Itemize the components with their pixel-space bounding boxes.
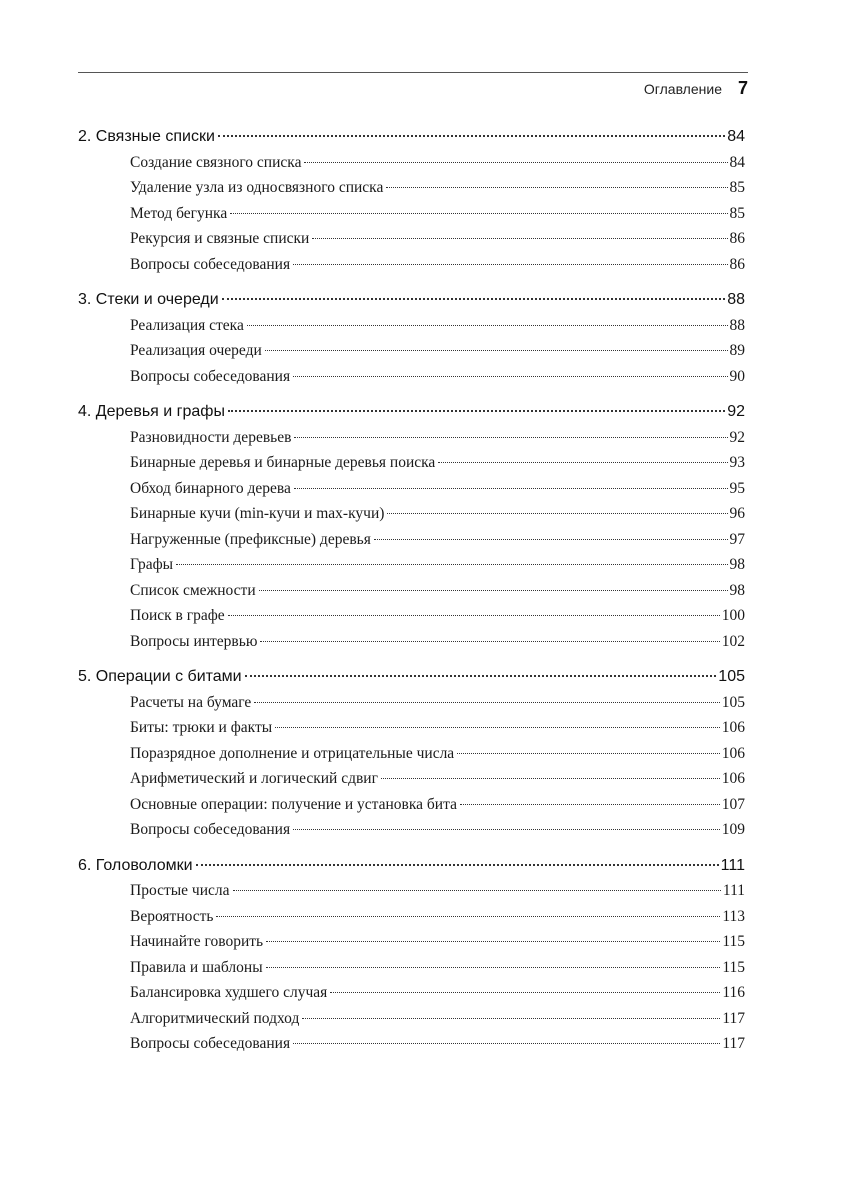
toc-entry-title: Удаление узла из односвязного списка [130,179,384,196]
dot-leader [460,804,720,805]
toc-section-entry[interactable] [78,792,745,818]
toc-section-entry[interactable] [78,252,745,278]
toc-entry-title: Основные операции: получение и установка бита [130,795,457,813]
toc-entry-title: Биты: трюки и факты [130,719,273,736]
toc-section-entry[interactable] [78,955,745,981]
toc-section-entry[interactable] [78,690,745,716]
dot-leader [247,325,728,326]
toc-entry-title: Алгоритмический подход [130,1009,300,1027]
dot-leader [275,727,720,728]
dot-leader [374,539,728,540]
dot-leader [176,564,727,565]
toc-section-entry[interactable] [78,201,745,227]
toc-chapter [78,399,745,654]
dot-leader [294,437,727,438]
running-header [644,78,748,99]
toc-entry-page: 113 [722,907,745,925]
toc-entry-title: Правила и шаблоны [130,958,263,976]
dot-leader [196,864,719,866]
toc-chapter-entry[interactable] [78,287,745,313]
toc-section-entry[interactable] [78,904,745,930]
dot-leader [304,162,727,163]
toc-section-entry[interactable] [78,1006,745,1032]
toc-entry-title: Реализация очереди [130,342,262,359]
toc-section-entry[interactable] [78,929,745,955]
table-of-contents [78,124,745,1067]
toc-entry-title: Расчеты на бумаге [130,693,252,711]
dot-leader [266,967,721,968]
toc-section-entry[interactable] [78,817,745,843]
toc-entry-title: 3. Стеки и очереди [78,291,219,308]
toc-entry-page: 85 [729,179,745,196]
toc-entry-page: 117 [722,1035,745,1052]
toc-entry-title: Вопросы собеседования [130,1035,291,1052]
toc-entry-page: 93 [729,454,745,471]
toc-entry-page: 98 [729,556,745,573]
dot-leader [216,916,720,917]
toc-section-entry[interactable] [78,226,745,252]
toc-entry-title: Разновидности деревьев [130,428,292,446]
toc-entry-page: 89 [729,342,745,359]
toc-entry-title: Графы [130,556,174,573]
toc-entry-page: 84 [729,153,745,171]
toc-entry-title: Вопросы собеседования [130,367,291,385]
toc-entry-title: Арифметический и логический сдвиг [130,770,378,787]
header-page-number: 7 [737,78,748,98]
toc-entry-title: Вероятность [130,907,214,925]
toc-entry-page: 97 [729,530,745,548]
header-rule [78,72,748,73]
toc-entry-page: 85 [729,204,745,222]
toc-entry-page: 95 [729,479,745,497]
toc-entry-title: Создание связного списка [130,153,302,171]
toc-entry-title: 4. Деревья и графы [78,403,225,420]
toc-section-entry[interactable] [78,501,745,527]
toc-entry-title: Поиск в графе [130,607,225,624]
toc-entry-title: Вопросы собеседования [130,255,291,273]
toc-entry-page: 92 [727,403,745,420]
toc-chapter [78,853,745,1057]
toc-entry-title: Список смежности [130,581,256,599]
toc-section-entry[interactable] [78,1031,745,1057]
dot-leader [293,264,727,265]
toc-section-entry[interactable] [78,980,745,1006]
toc-entry-page: 92 [729,428,745,446]
toc-section-entry[interactable] [78,603,745,629]
toc-entry-title: 2. Связные списки [78,128,215,145]
dot-leader [312,238,727,239]
toc-entry-title: Вопросы собеседования [130,821,291,838]
dot-leader [381,778,720,779]
dot-leader [293,829,720,830]
toc-chapter-entry[interactable] [78,124,745,150]
toc-entry-title: 6. Головоломки [78,856,193,874]
dot-leader [302,1018,720,1019]
toc-chapter [78,287,745,389]
dot-leader [222,298,726,300]
toc-entry-page: 115 [722,958,745,976]
toc-section-entry[interactable] [78,527,745,553]
dot-leader [233,890,721,891]
toc-entry-page: 106 [721,719,745,736]
toc-section-entry[interactable] [78,450,745,476]
dot-leader [259,590,728,591]
toc-entry-page: 100 [721,607,745,624]
dot-leader [294,488,728,489]
toc-entry-title: Балансировка худшего случая [130,984,328,1001]
dot-leader [293,376,727,377]
toc-section-entry[interactable] [78,552,745,578]
toc-entry-page: 106 [721,744,745,762]
toc-section-entry[interactable] [78,175,745,201]
toc-entry-page: 88 [729,316,745,334]
toc-entry-title: Бинарные деревья и бинарные деревья поиска [130,454,436,471]
toc-entry-title: Начинайте говорить [130,933,264,950]
toc-entry-page: 86 [729,255,745,273]
toc-entry-title: 5. Операции с битами [78,668,242,685]
toc-section-entry[interactable] [78,741,745,767]
toc-entry-title: Рекурсия и связные списки [130,230,310,247]
dot-leader [265,350,728,351]
toc-entry-title: Простые числа [130,882,230,899]
toc-chapter [78,664,745,843]
header-title: Оглавление [643,81,722,97]
dot-leader [245,675,717,677]
toc-entry-page: 106 [721,770,745,787]
dot-leader [228,410,725,412]
toc-section-entry[interactable] [78,578,745,604]
toc-entry-page: 105 [718,668,745,685]
toc-entry-title: Метод бегунка [130,204,228,222]
toc-chapter [78,124,745,277]
toc-chapter-entry[interactable] [78,664,745,690]
toc-entry-page: 111 [722,882,745,899]
toc-entry-page: 117 [722,1009,745,1027]
toc-entry-page: 102 [721,632,745,650]
toc-entry-page: 90 [729,367,745,385]
toc-entry-page: 107 [721,795,745,813]
toc-entry-title: Вопросы интервью [130,632,258,650]
dot-leader [254,702,719,703]
toc-entry-page: 105 [721,693,745,711]
dot-leader [438,462,727,463]
toc-entry-title: Нагруженные (префиксные) деревья [130,530,371,548]
dot-leader [293,1043,720,1044]
toc-entry-page: 86 [729,230,745,247]
toc-section-entry[interactable] [78,629,745,655]
dot-leader [457,753,720,754]
dot-leader [228,615,720,616]
toc-section-entry[interactable] [78,425,745,451]
toc-section-entry[interactable] [78,766,745,792]
dot-leader [330,992,720,993]
toc-entry-page: 116 [722,984,745,1001]
toc-section-entry[interactable] [78,150,745,176]
toc-entry-page: 84 [727,128,745,145]
toc-entry-title: Поразрядное дополнение и отрицательные числа [130,744,455,762]
toc-section-entry[interactable] [78,476,745,502]
dot-leader [230,213,727,214]
toc-chapter-entry[interactable] [78,853,745,879]
toc-section-entry[interactable] [78,715,745,741]
toc-entry-page: 115 [722,933,745,950]
dot-leader [386,187,727,188]
toc-entry-page: 98 [729,581,745,599]
toc-entry-title: Бинарные кучи (min-кучи и max-кучи) [130,505,385,522]
toc-entry-title: Обход бинарного дерева [130,479,291,497]
toc-section-entry[interactable] [78,878,745,904]
toc-section-entry[interactable] [78,364,745,390]
dot-leader [260,641,719,642]
toc-section-entry[interactable] [78,338,745,364]
dot-leader [266,941,720,942]
toc-entry-page: 109 [721,821,745,838]
dot-leader [387,513,727,514]
toc-section-entry[interactable] [78,313,745,339]
dot-leader [218,135,725,137]
toc-entry-title: Реализация стека [130,316,244,334]
toc-chapter-entry[interactable] [78,399,745,425]
toc-entry-page: 111 [720,856,745,874]
toc-entry-page: 88 [727,291,745,308]
toc-entry-page: 96 [729,505,745,522]
